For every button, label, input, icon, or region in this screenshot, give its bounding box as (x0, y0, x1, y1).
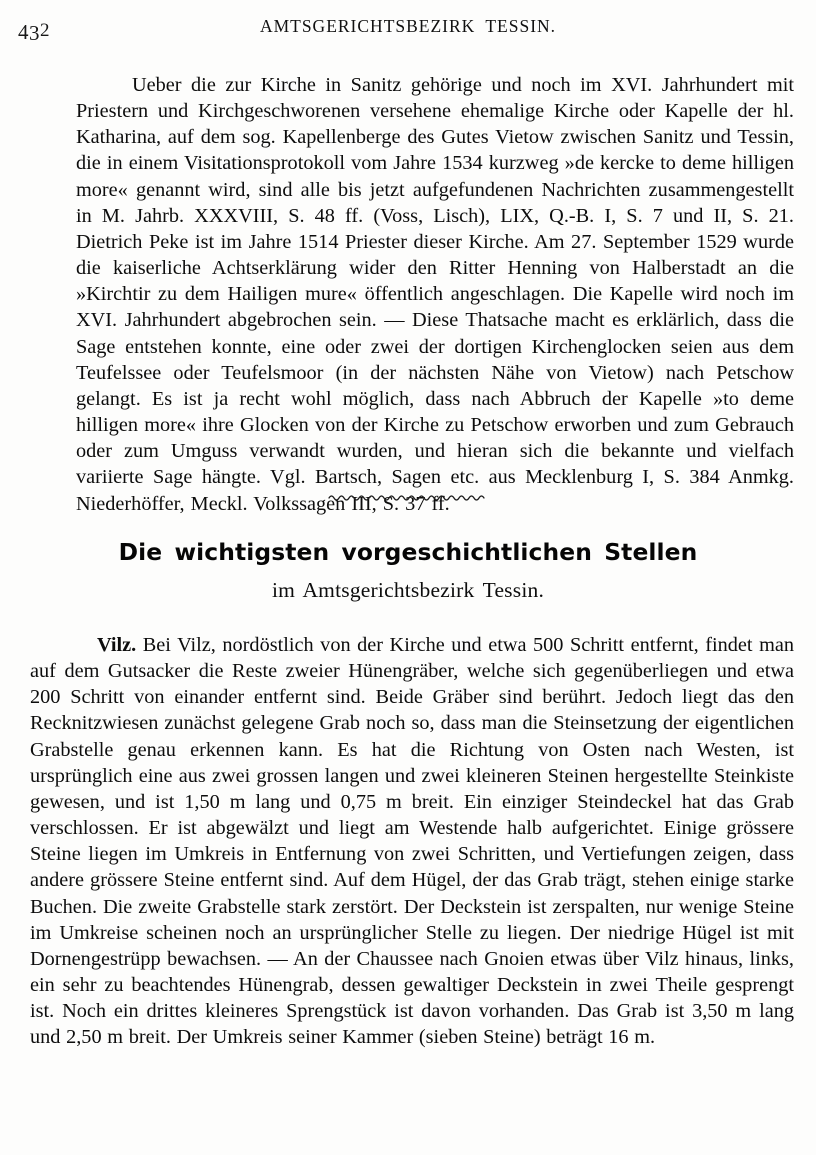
running-head: AMTSGERICHTSBEZIRK TESSIN. (259, 16, 557, 36)
entry-vilz (30, 632, 794, 1051)
page-header (0, 16, 816, 46)
entry-vilz-text: Bei Vilz, nordöstlich von der Kirche und etwa 500 Schritt entfernt, findet man auf dem Gutsacker die Reste zweier Hünengräber, welche sich gegenüberliegen und etwa 200 Schritt von einander entfernt sind. Beide Gräber sind berührt. Jedoch liegt das den Recknitzwiesen zunächst gelegene Grab noch so, dass man die Steinsetzung der eigentlichen Grabstelle genau erkennen kann. Es hat die Richtung von Osten nach Westen, ist ursprünglich eine aus zwei grossen langen und zwei kleineren Steinen hergestellte Steinkiste gewesen, und ist 1,50 m lang und 0,75 m breit. Ein einziger Steindeckel hat das Grab verschlossen. Er ist abgewälzt und liegt am Westende halb aufgerichtet. Einige grössere Steine liegen im Umkreis in Entfernung von zwei Schritten, und Vertiefungen zeigen, dass andere grössere Steine entfernt sind. Auf dem Hügel, der das Grab trägt, stehen einige starke Buchen. Die zweite Grabstelle stark zerstört. Der Deckstein ist zerspalten, nur wenige Steine im Umkreise scheinen noch an ursprünglicher Stelle zu liegen. Der niedrige Hügel ist mit Dornengestrüpp bewachsen. — An der Chaussee nach Gnoien etwas über Vilz hinaus, links, ein sehr zu beachtendes Hünengrab, dessen gewaltiger Deckstein in zwei Theile gesprengt ist. Noch ein drittes kleineres Sprengstück ist davon vorhanden. Das Grab ist 3,50 m lang und 2,50 m breit. Der Umkreis seiner Kammer (sieben Steine) beträgt 16 m. (30, 634, 794, 1049)
wavy-rule-icon (328, 492, 488, 502)
folio-number: 432 (18, 20, 50, 45)
section-heading (0, 538, 816, 603)
paragraph-kapelle-block (76, 72, 794, 517)
section-subtitle: im Amtsgerichtsbezirk Tessin. (271, 578, 545, 602)
paragraph-kapelle-text: Ueber die zur Kirche in Sanitz gehörige und noch im XVI. Jahrhundert mit Priestern und Kirchgeschworenen versehene ehemalige Kirche oder Kapelle der hl. Katharina, auf dem sog. Kapellenberge des Gutes Vietow zwischen Sanitz und Tessin, die in einem Visitationsprotokoll vom Jahre 1534 kurzweg »de kercke to deme hilligen more« genannt wird, sind alle bis jetzt aufgefundenen Nachrichten zusammengestellt in M. Jahrb. XXXVIII, S. 48 ff. (Voss, Lisch), LIX, Q.-B. I, S. 7 und II, S. 21. Dietrich Peke ist im Jahre 1514 Priester dieser Kirche. Am 27. September 1529 wurde die kaiserliche Achtserklärung wider den Ritter Henning von Halberstadt an die »Kirchtir zu dem Hailigen mure« öffentlich angeschlagen. Die Kapelle wird noch im XVI. Jahrhundert abgebrochen sein. — Diese Thatsache macht es erklärlich, dass die Sage entstehen konnte, eine oder zwei der dortigen Kirchenglocken seien aus dem Teufelssee oder Teufelsmoor (in der nächsten Nähe von Vietow) nach Petschow gelangt. Es ist ja recht wohl möglich, dass nach Abbruch der Kapelle »to deme hilligen more« ihre Glocken von der Kirche zu Petschow erworben und zum Gebrauch oder zum Umguss verwandt wurden, und hieran sich die bekannte und vielfach variierte Sage hängte. Vgl. Bartsch, Sagen etc. aus Mecklenburg I, S. 384 Anmkg. Niederhöffer, Meckl. Volkssagen III, S. 37 ff. (76, 74, 794, 515)
ornament-divider (0, 492, 816, 502)
section-title: Die wichtigsten vorgeschichtlichen Stellen (118, 538, 698, 566)
entry-vilz-block (30, 632, 794, 1051)
paragraph-kapelle (76, 72, 794, 517)
entry-lemma-vilz: Vilz. (97, 634, 137, 656)
